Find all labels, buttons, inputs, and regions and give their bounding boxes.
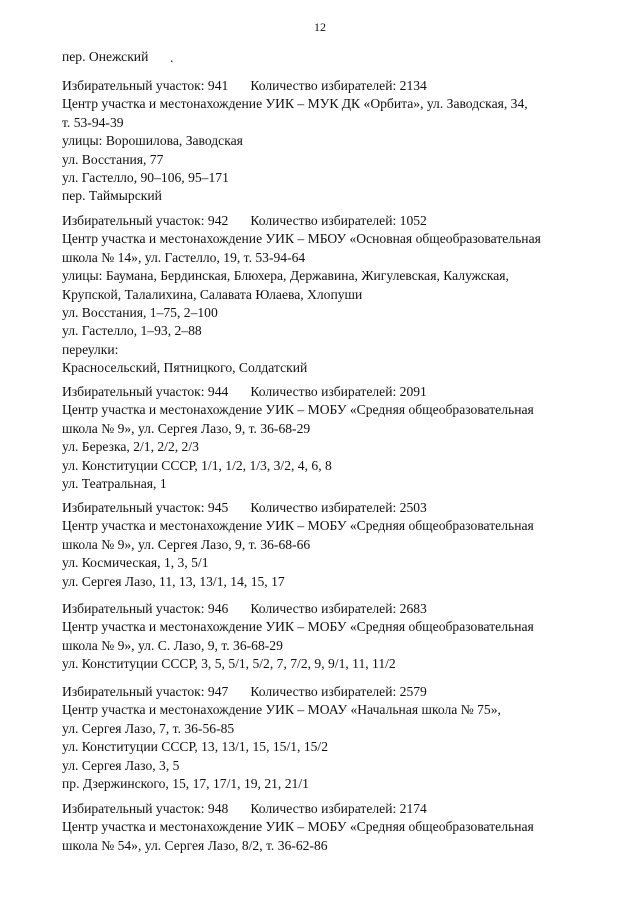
section-header (62, 800, 622, 818)
uchastok-label: Избирательный участок: 947 (62, 684, 229, 699)
section-uchastok-945 (62, 499, 622, 591)
section-line: т. 53-94-39 (62, 114, 124, 130)
section-line: пр. Дзержинского, 15, 17, 17/1, 19, 21, 21/1 (62, 776, 309, 792)
intro-line: пер. Онежский (62, 49, 149, 64)
section-line: ул. Конституции СССР, 13, 13/1, 15, 15/1, 15/2 (62, 739, 329, 755)
section-line: школа № 14», ул. Гастелло, 19, т. 53-94-64 (62, 249, 306, 265)
section-uchastok-941 (62, 77, 622, 206)
stray-mark: . (170, 50, 174, 65)
section-line: ул. Гастелло, 1–93, 2–88 (62, 323, 202, 339)
section-uchastok-942 (62, 212, 622, 378)
page-number: 12 (314, 20, 326, 34)
section-line: ул. Космическая, 1, 3, 5/1 (62, 555, 209, 571)
section-line: ул. Сергея Лазо, 3, 5 (62, 757, 180, 773)
section-line: ул. Восстания, 1–75, 2–100 (62, 305, 218, 321)
uchastok-label: Избирательный участок: 946 (62, 601, 229, 616)
section-header (62, 77, 622, 95)
section-line: ул. Театральная, 1 (62, 476, 167, 492)
voters-count: Количество избирателей: 2091 (250, 384, 427, 399)
section-uchastok-948 (62, 800, 622, 855)
section-uchastok-946 (62, 600, 622, 674)
section-line: переулки: (62, 341, 119, 357)
section-line: улицы: Баумана, Бердинская, Блюхера, Державина, Жигулевская, Калужская, (62, 268, 509, 284)
section-line: школа № 9», ул. Сергея Лазо, 9, т. 36-68-29 (62, 420, 311, 436)
voters-count: Количество избирателей: 2134 (250, 78, 427, 93)
section-line: ул. Сергея Лазо, 11, 13, 13/1, 14, 15, 17 (62, 573, 285, 589)
section-line: Центр участка и местонахождение УИК – МОБУ «Средняя общеобразовательная (62, 619, 534, 635)
section-line: Центр участка и местонахождение УИК – МОБУ «Средняя общеобразовательная (62, 819, 534, 835)
section-line: школа № 9», ул. Сергея Лазо, 9, т. 36-68-66 (62, 536, 311, 552)
section-line: Центр участка и местонахождение УИК – МУК ДК «Орбита», ул. Заводская, 34, (62, 96, 528, 112)
section-line: Центр участка и местонахождение УИК – МБОУ «Основная общеобразовательная (62, 231, 541, 247)
section-line: ул. Конституции СССР, 3, 5, 5/1, 5/2, 7, 7/2, 9, 9/1, 11, 11/2 (62, 656, 396, 672)
section-line: ул. Гастелло, 90–106, 95–171 (62, 170, 229, 186)
section-line: Центр участка и местонахождение УИК – МОАУ «Начальная школа № 75», (62, 702, 501, 718)
section-line: пер. Таймырский (62, 188, 162, 204)
section-uchastok-944 (62, 383, 622, 493)
section-line: Крупской, Талалихина, Салавата Юлаева, Хлопуши (62, 286, 363, 302)
uchastok-label: Избирательный участок: 945 (62, 500, 229, 515)
uchastok-label: Избирательный участок: 948 (62, 801, 229, 816)
section-line: Центр участка и местонахождение УИК – МОБУ «Средняя общеобразовательная (62, 518, 534, 534)
section-uchastok-947 (62, 683, 622, 793)
voters-count: Количество избирателей: 2503 (250, 500, 427, 515)
section-header (62, 383, 622, 401)
section-header (62, 600, 622, 618)
voters-count: Количество избирателей: 2579 (250, 684, 427, 699)
uchastok-label: Избирательный участок: 941 (62, 78, 229, 93)
voters-count: Количество избирателей: 1052 (250, 213, 427, 228)
section-header (62, 212, 622, 230)
section-line: Центр участка и местонахождение УИК – МОБУ «Средняя общеобразовательная (62, 402, 534, 418)
section-line: ул. Конституции СССР, 1/1, 1/2, 1/3, 3/2, 4, 6, 8 (62, 457, 332, 473)
section-header (62, 499, 622, 517)
uchastok-label: Избирательный участок: 942 (62, 213, 229, 228)
section-header (62, 683, 622, 701)
voters-count: Количество избирателей: 2174 (250, 801, 427, 816)
section-line: школа № 9», ул. С. Лазо, 9, т. 36-68-29 (62, 637, 283, 653)
voters-count: Количество избирателей: 2683 (250, 601, 427, 616)
section-line: улицы: Ворошилова, Заводская (62, 133, 243, 149)
uchastok-label: Избирательный участок: 944 (62, 384, 229, 399)
section-line: Красносельский, Пятницкого, Солдатский (62, 360, 308, 376)
section-line: ул. Березка, 2/1, 2/2, 2/3 (62, 439, 199, 455)
section-line: школа № 54», ул. Сергея Лазо, 8/2, т. 36-62-86 (62, 837, 328, 853)
section-line: ул. Восстания, 77 (62, 151, 164, 167)
section-line: ул. Сергея Лазо, 7, т. 36-56-85 (62, 720, 235, 736)
